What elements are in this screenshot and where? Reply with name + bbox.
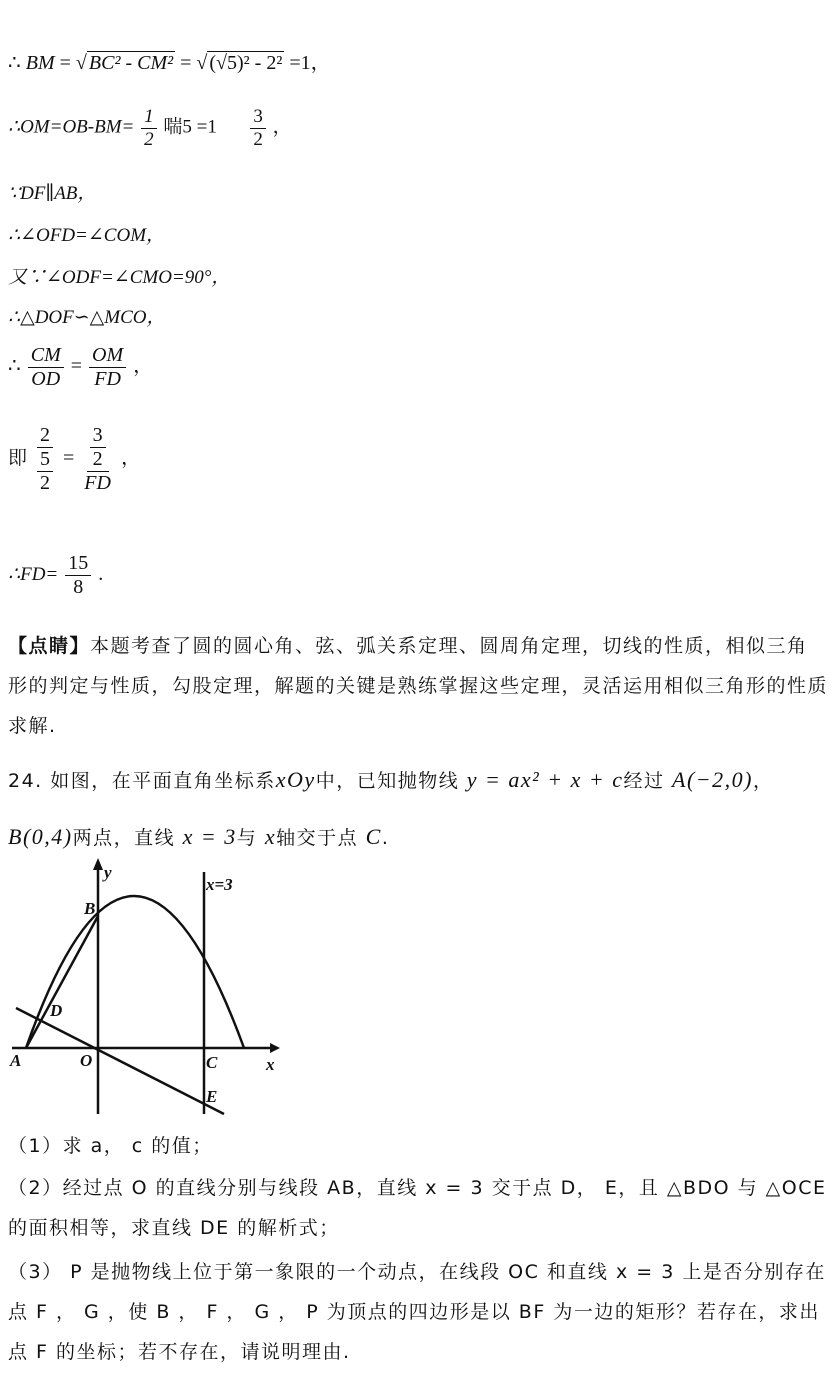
comment-text: 本题考查了圆的圆心角、弦、弧关系定理、圆周角定理，切线的性质，相似三角形的判定与性质，勾股定理，解题的关键是熟练掌握这些定理，灵活运用相似三角形的性质求解. [8, 635, 829, 737]
denominator: 8 [73, 576, 84, 598]
comma: ， [120, 447, 141, 470]
numerator: 5 [37, 448, 53, 472]
fraction-15-8 [65, 552, 91, 599]
denominator: OD [31, 368, 61, 390]
label-c: C [206, 1053, 218, 1072]
label-b: B [84, 899, 96, 918]
parabola-curve [26, 896, 244, 1048]
fraction-right [81, 424, 114, 495]
numerator: 3 [250, 106, 266, 129]
nested-fraction [90, 424, 106, 471]
calc-line-1 [8, 46, 331, 75]
y-axis-arrow [93, 858, 103, 870]
parabola-figure [8, 852, 288, 1120]
fraction-half [141, 106, 157, 151]
problem-text: 经过 [623, 770, 665, 792]
denominator [34, 448, 56, 495]
equals: = [59, 52, 71, 74]
problem-text: . [381, 827, 390, 849]
denominator: 2 [40, 472, 51, 494]
label-o: O [80, 1051, 93, 1070]
om-expression: ∴OM=OB-BM= [8, 116, 135, 138]
nested-fraction [37, 448, 53, 495]
comment-paragraph [8, 626, 828, 746]
calc-line-4: ∴∠OFD=∠COM， [8, 225, 166, 246]
line-x3: x = 3 [182, 824, 237, 849]
label-d: D [50, 1001, 63, 1020]
calc-line-5: 又∵∠ODF=∠CMO=90°， [8, 267, 231, 288]
fraction-three-halves [250, 106, 266, 151]
point-c: C [365, 824, 382, 849]
parabola-equation: y = ax² + x + c [466, 767, 624, 792]
question-1: （1）求 a， c 的值； [8, 1135, 213, 1157]
therefore-symbol: ∴ [8, 52, 21, 74]
comma: ， [133, 355, 154, 378]
sqrt-symbol: √ [196, 52, 208, 74]
sqrt-symbol: √ [75, 52, 87, 74]
x-axis-arrow [270, 1043, 280, 1053]
fraction-left [34, 424, 56, 495]
line-de [16, 1008, 224, 1114]
problem-text: 与 [236, 827, 258, 849]
problem-text: 如图，在平面直角坐标系 [50, 770, 276, 792]
denominator: 2 [253, 128, 263, 150]
problem-text: 轴交于点 [276, 827, 359, 849]
point-a: A(−2,0) [672, 767, 753, 792]
bm-term: BM [25, 52, 55, 74]
numerator [87, 424, 109, 472]
result: =1， [289, 52, 331, 74]
therefore-symbol: ∴ [8, 355, 21, 378]
radicand-2: (√5)² - 2² [209, 52, 283, 74]
fraction-cm-od [28, 344, 64, 391]
equals: = [63, 447, 75, 470]
denominator: 2 [144, 128, 154, 150]
label-e: E [206, 1087, 218, 1106]
numerator: CM [28, 344, 64, 368]
radicand-1: BC² - CM² [88, 52, 174, 74]
comment-tag: 【点睛】 [8, 635, 91, 657]
coordinate-system: xOy [275, 767, 316, 792]
calc-line-3: ∵DF∥AB， [8, 183, 97, 204]
y-label: y [104, 863, 112, 882]
calc-line-9 [8, 552, 103, 599]
garbled-text: 喘5 =1 [163, 116, 217, 138]
problem-text: 两点，直线 [72, 827, 176, 849]
denominator: 2 [92, 448, 103, 470]
line-label: x=3 [206, 875, 233, 894]
point-b: B(0,4) [8, 824, 73, 849]
numerator: 3 [90, 424, 106, 448]
calc-line-6: ∴△DOF∽△MCO， [8, 307, 166, 328]
equals: = [180, 52, 192, 74]
problem-statement [8, 752, 828, 866]
problem-number: 24. [8, 770, 43, 792]
denominator: FD [84, 472, 111, 494]
problem-text: 中，已知抛物线 [315, 770, 460, 792]
calc-line-8 [8, 424, 141, 495]
x-axis-ref: x [264, 824, 277, 849]
question-2: （2）经过点 O 的直线分别与线段 AB，直线 x = 3 交于点 D， E，且 △BDO 与 △OCE 的面积相等，求直线 DE 的解析式； [8, 1177, 827, 1239]
question-3: （3） P 是抛物线上位于第一象限的一个动点，在线段 OC 和直线 x = 3 上是否分别存在点 F ， G ，使 B ， F ， G ， P 为顶点的四边形是以 BF 为一边的矩形？若存在，求出点 F 的坐标；若不存在，请说明理由. [8, 1261, 826, 1363]
fd-expression: ∴FD= [8, 564, 59, 586]
numerator: 2 [37, 424, 53, 448]
equals: = [70, 355, 83, 378]
numerator: 1 [141, 106, 157, 129]
numerator: 15 [65, 552, 91, 576]
label-a: A [10, 1051, 22, 1070]
calc-line-2 [8, 106, 292, 151]
numerator: OM [89, 344, 126, 368]
comma: ， [272, 116, 292, 138]
x-label: x [266, 1055, 275, 1074]
ji-prefix: 即 [8, 447, 28, 470]
period: . [98, 563, 104, 586]
calc-line-7 [8, 344, 153, 391]
fraction-om-fd [89, 344, 126, 391]
line-ab [26, 916, 98, 1048]
denominator: FD [94, 368, 121, 390]
problem-text: ， [752, 770, 774, 792]
